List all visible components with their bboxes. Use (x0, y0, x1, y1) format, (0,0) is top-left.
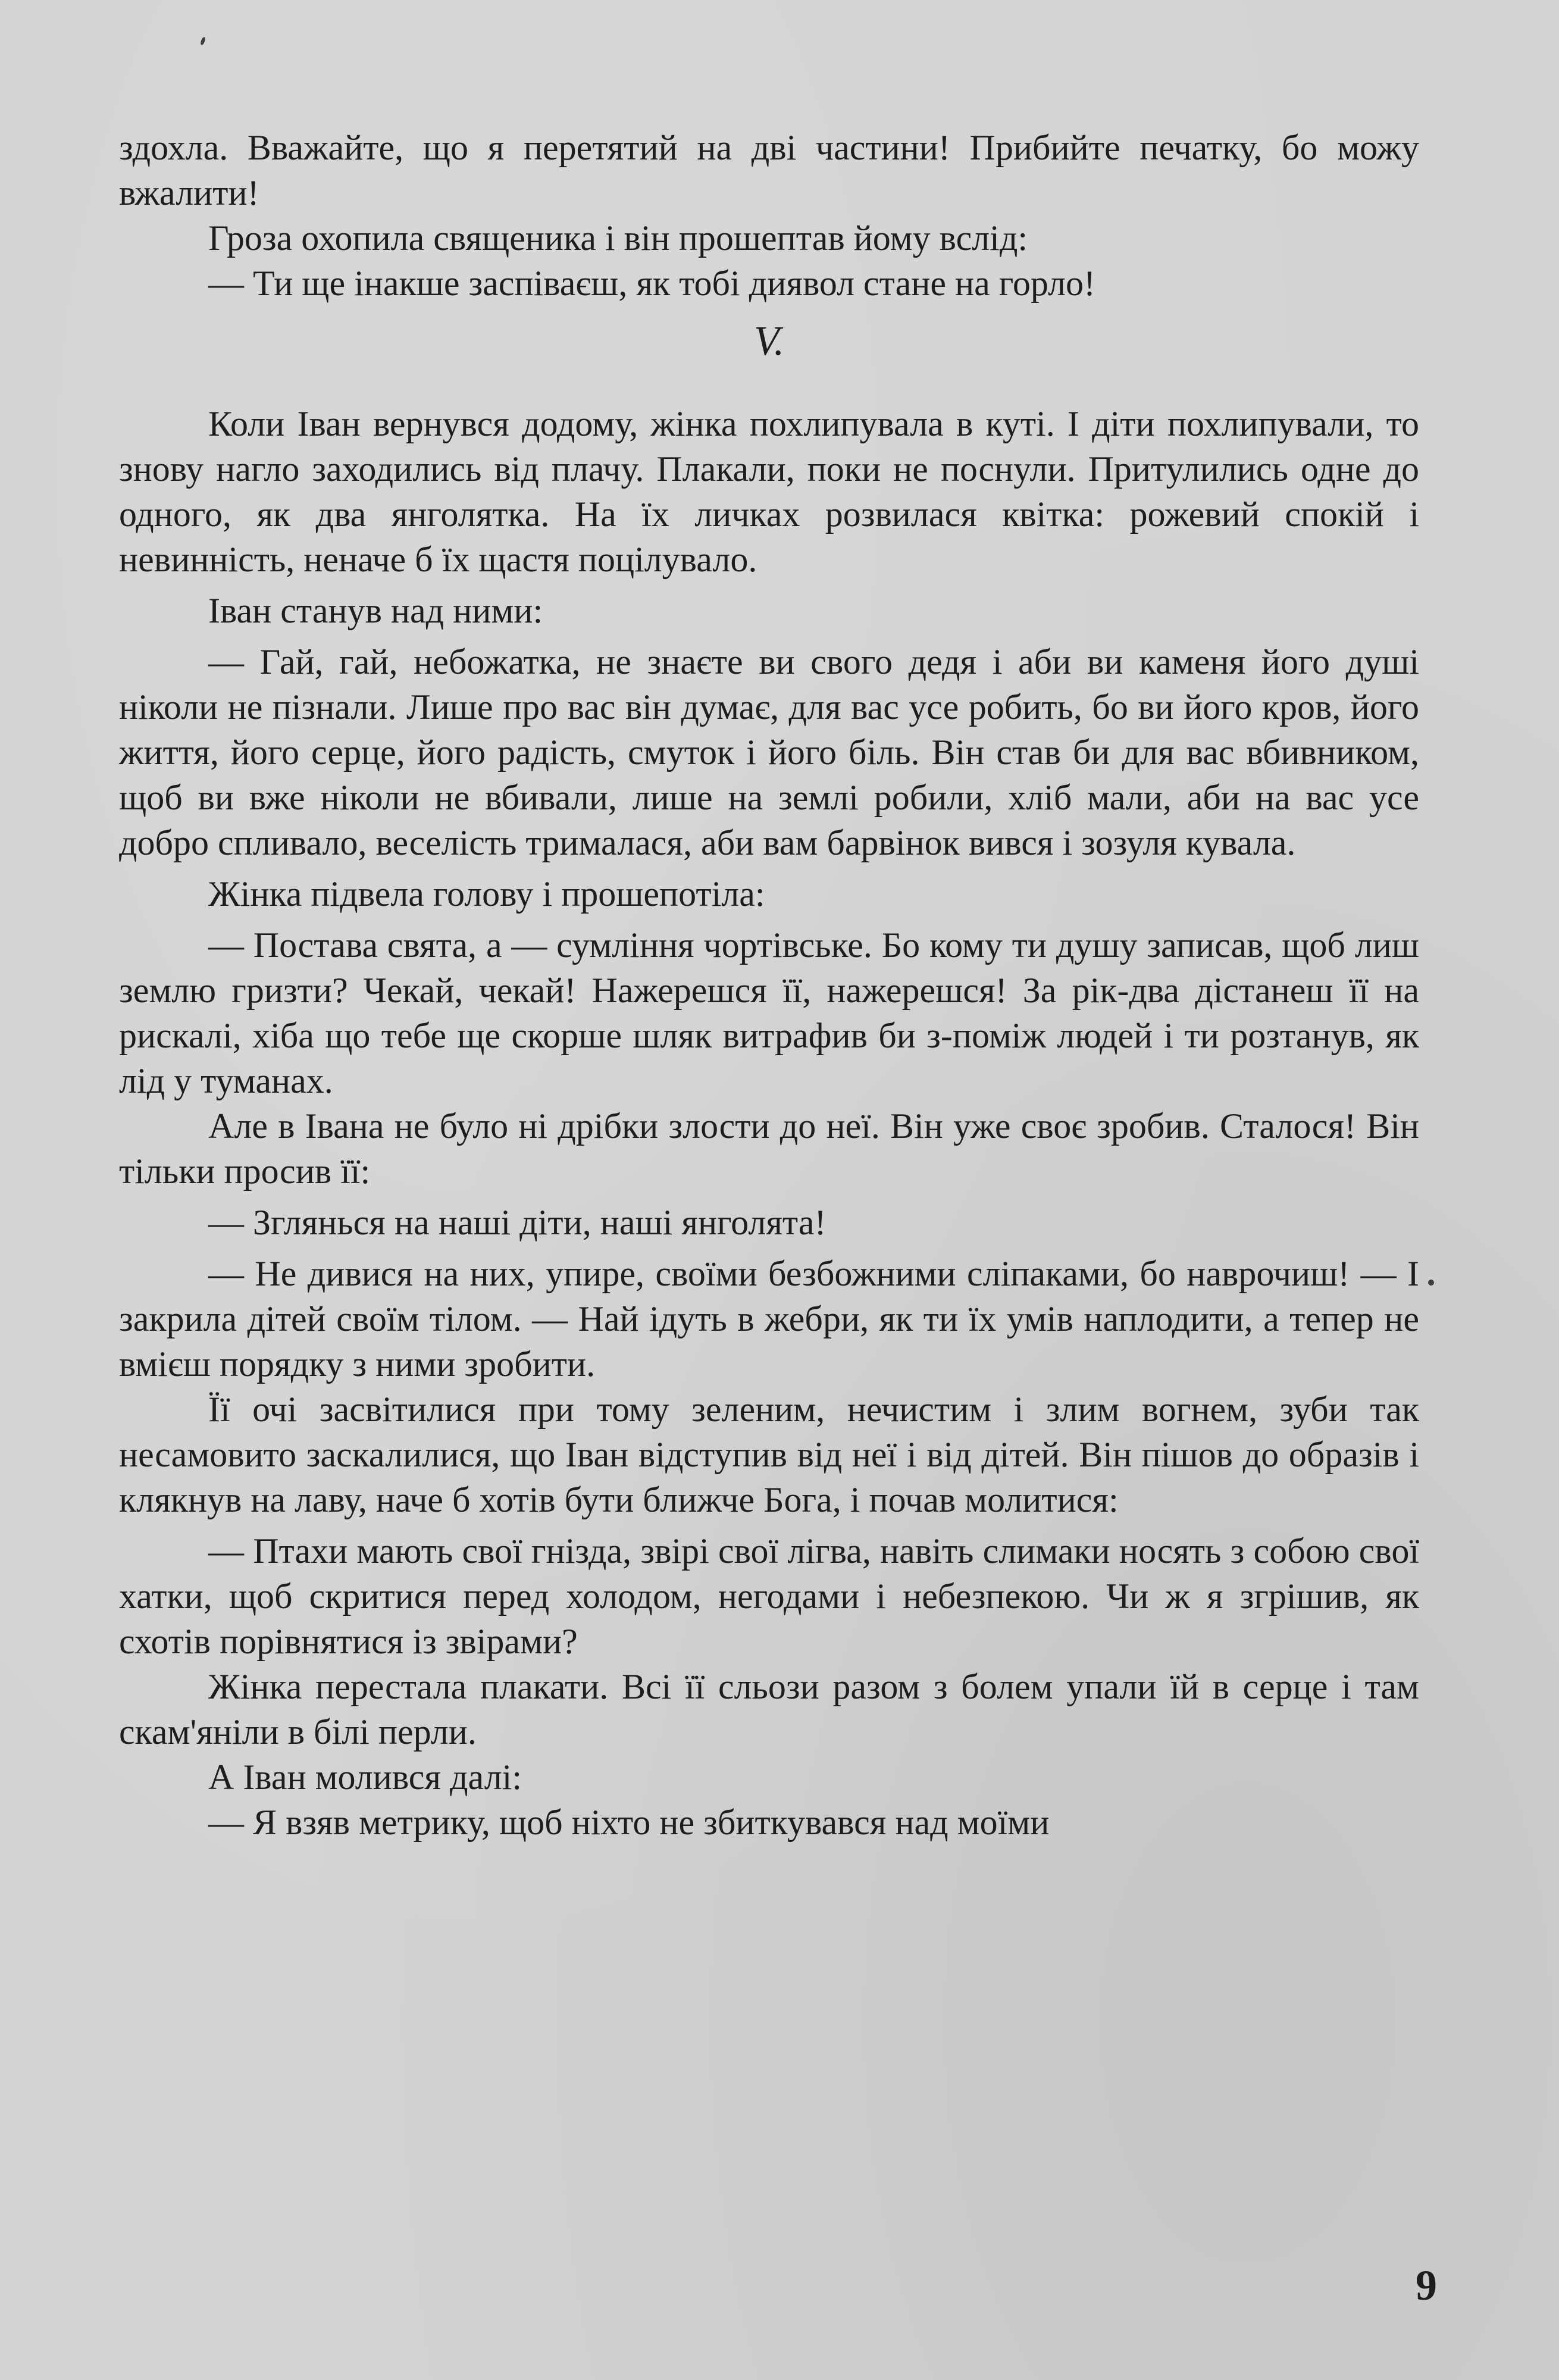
paragraph: — Не дивися на них, упире, своїми безбожними сліпаками, бо наврочиш! — І закрила дітей своїм тілом. — Най ідуть в жебри, як ти їх умів наплодити, а тепер не вмієш порядку з ними зробити. (119, 1254, 1419, 1384)
paragraph: здохла. Вважайте, що я перетятий на дві частини! Прибийте печатку, бо можу вжалити! (119, 128, 1419, 212)
section-heading: V. (753, 318, 785, 364)
paragraph: — Птахи мають свої гнізда, звірі свої лігва, навіть слимаки носять з собою свої хатки, щоб скритися перед холодом, негодами і небезпекою. Чи ж я згрішив, як схотів порівнятися із звірами? (119, 1531, 1419, 1661)
paragraph: А Іван молився далі: (208, 1757, 522, 1797)
page-body (119, 125, 1419, 1845)
paragraph: Жінка перестала плакати. Всі її сльози разом з болем упали їй в серце і там скам'яніли в білі перли. (119, 1667, 1419, 1752)
paragraph: Гроза охопила священика і він прошептав йому вслід: (208, 218, 1028, 258)
paragraph: — Зглянься на наші діти, наші янголята! (208, 1203, 827, 1242)
print-speck (1428, 1280, 1434, 1286)
paragraph: — Постава свята, а — сумління чортівське. Бо кому ти душу записав, щоб лиш землю гризти? Чекай, чекай! Нажерешся її, нажерешся! За рік-два дістанеш її на рискалі, хіба що тебе ще скорше шляк витрафив би з-поміж людей і ти розтанув, як лід у туманах. (119, 925, 1419, 1100)
page-number: 9 (1416, 2262, 1437, 2309)
paragraph: Жінка підвела голову і прошепотіла: (208, 874, 765, 914)
paragraph: — Гай, гай, небожатка, не знаєте ви свого дедя і аби ви каменя його душі ніколи не пізнали. Лише про вас він думає, для вас усе робить, бо ви його кров, його життя, його серце, його радість, смуток і його біль. Він став би для вас вбивником, щоб ви вже ніколи не вбивали, лише на землі робили, хліб мали, аби на вас усе добро спливало, веселість трималася, аби вам барвінок вився і зозуля кувала. (119, 642, 1419, 862)
paragraph: — Ти ще інакше заспіваєш, як тобі диявол стане на горло! (208, 264, 1095, 303)
paragraph: Коли Іван вернувся додому, жінка похлипувала в куті. І діти похлипували, то знову нагло заходились від плачу. Плакали, поки не поснули. Притулились одне до одного, як два янголятка. На їх личках розвилася квітка: рожевий спокій і невинність, неначе б їх щастя поцілувало. (119, 404, 1419, 579)
paragraph: Іван станув над ними: (208, 591, 543, 630)
paragraph: Але в Івана не було ні дрібки злости до неї. Він уже своє зробив. Сталося! Він тільки просив її: (119, 1106, 1419, 1191)
paragraph: Її очі засвітилися при тому зеленим, нечистим і злим вогнем, зуби так несамовито заскалилися, що Іван відступив від неї і від дітей. Він пішов до образів і клякнув на лаву, наче б хотів бути ближче Бога, і почав молитися: (119, 1390, 1419, 1519)
paragraph: — Я взяв метрику, щоб ніхто не збиткувався над моїми (208, 1803, 1050, 1842)
print-speck (200, 36, 206, 45)
